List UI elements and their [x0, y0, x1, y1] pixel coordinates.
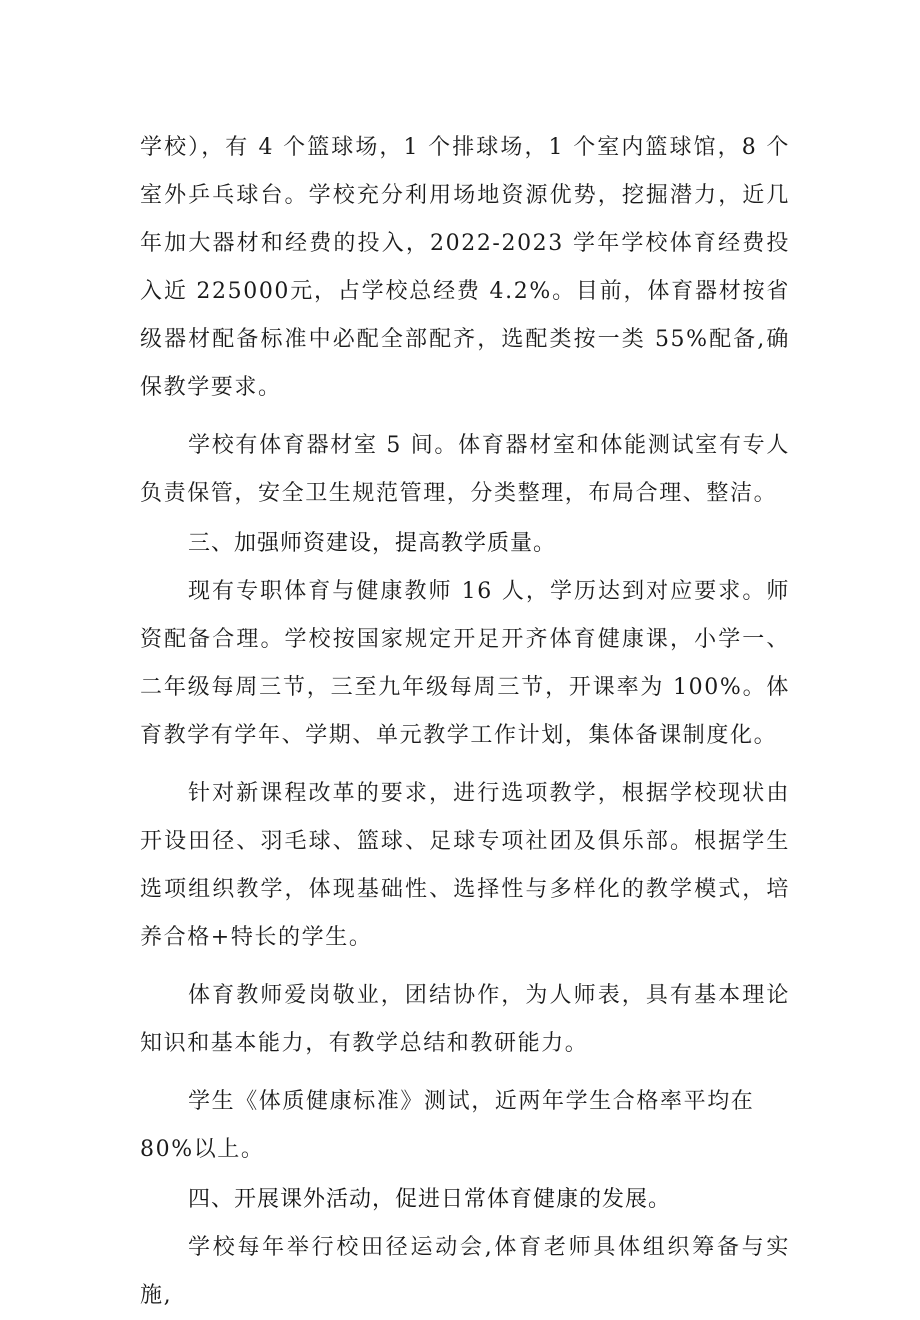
paragraph-curriculum-reform: 针对新课程改革的要求，进行选项教学，根据学校现状由开设田径、羽毛球、篮球、足球专项社团及俱乐部。根据学生选项组织教学，体现基础性、选择性与多样化的教学模式，培养合格+特长的学生。 [140, 781, 790, 950]
section-heading-4: 四、开展课外活动，促进日常体育健康的发展。 [188, 1187, 672, 1212]
paragraph-equipment-room: 学校有体育器材室 5 间。体育器材室和体能测试室有专人负责保管，安全卫生规范管理，分类整理，布局合理、整洁。 [140, 433, 790, 506]
document-page [140, 124, 790, 1320]
paragraph-teacher-quality: 体育教师爱岗敬业，团结协作，为人师表，具有基本理论知识和基本能力，有教学总结和教研能力。 [140, 983, 790, 1056]
paragraph-fitness-test-line1: 学生《体质健康标准》测试，近两年学生合格率平均在 [188, 1089, 755, 1114]
paragraph-sports-meet: 学校每年举行校田径运动会,体育老师具体组织筹备与实施, [140, 1235, 790, 1308]
paragraph-fitness-test-line2: 80%以上。 [140, 1137, 265, 1162]
section-heading-3: 三、加强师资建设，提高教学质量。 [188, 531, 557, 556]
paragraph-teachers: 现有专职体育与健康教师 16 人，学历达到对应要求。师资配备合理。学校按国家规定开足开齐体育健康课，小学一、二年级每周三节，三至九年级每周三节，开课率为 100%。体育教学有学年、学期、单元教学工作计划，集体备课制度化。 [140, 579, 790, 748]
paragraph-facilities: 学校），有 4 个篮球场，1 个排球场，1 个室内篮球馆，8 个室外乒乓球台。学校充分利用场地资源优势，挖掘潜力，近几年加大器材和经费的投入，2022-2023 学年学校体育经费投入近 225000元，占学校总经费 4.2%。目前，体育器材按省级器材配备标准中必配全部配齐，选配类按一类 55%配备,确保教学要求。 [140, 135, 790, 400]
